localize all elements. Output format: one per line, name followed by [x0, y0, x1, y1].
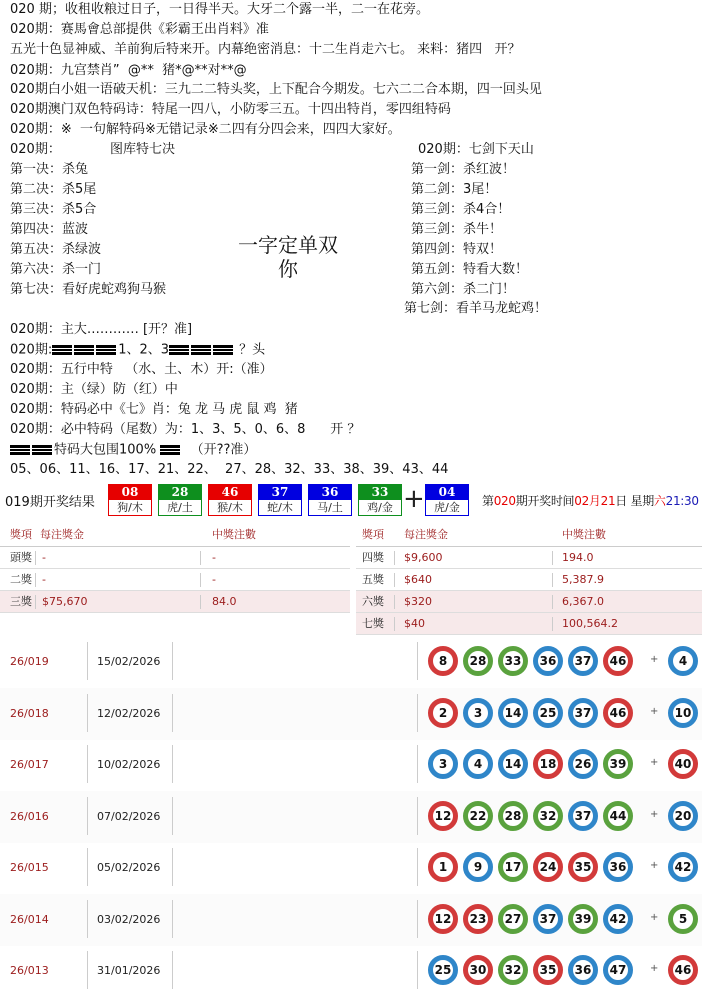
lottery-ball: 22	[463, 801, 493, 831]
prize-count: 100,564.2	[562, 617, 618, 630]
result-ball	[308, 484, 352, 516]
history-row	[0, 894, 702, 946]
history-period: 26/017	[10, 758, 49, 771]
prize-row	[356, 613, 702, 635]
history-date: 10/02/2026	[97, 758, 161, 771]
lottery-ball: 24	[533, 852, 563, 882]
lottery-ball: 8	[428, 646, 458, 676]
tip-surround	[10, 441, 256, 460]
last-draw-result	[0, 480, 702, 520]
lottery-ball: 28	[498, 801, 528, 831]
lottery-ball: 2	[428, 698, 458, 728]
lottery-ball: 39	[568, 904, 598, 934]
lottery-ball: 42	[603, 904, 633, 934]
left-block-item: 第三决：杀5合	[10, 202, 97, 217]
center-line-1: 一字定单双	[238, 233, 338, 257]
prize-name: 二獎	[10, 573, 32, 586]
lottery-ball: 9	[463, 852, 493, 882]
tip-main-big: 020期：主大………… [开？准]	[10, 322, 193, 337]
result-zodiac: 狗/木	[109, 500, 151, 515]
tip-tail: 020期：必中特码（尾数）为：1、3、5、0、6、8 开 ？	[10, 422, 361, 437]
right-block-item: 第六剑：杀二门！	[411, 282, 516, 297]
lottery-ball: 27	[498, 904, 528, 934]
forecast-line: 020 期；收租收粮过日子，一日得半天。大牙二个露一半，二一在花旁。	[10, 2, 429, 17]
lottery-ball: 12	[428, 801, 458, 831]
left-block-period: 020期：	[10, 142, 61, 157]
tip-surround-suffix: （开??准）	[182, 442, 257, 458]
result-number: 04	[426, 485, 468, 500]
result-zodiac: 马/土	[309, 500, 351, 515]
left-block-item: 第六决：杀一门	[10, 262, 102, 277]
next-draw-weekday: 六	[653, 494, 666, 508]
bars-decoration-icon	[169, 341, 235, 359]
prize-amount: $75,670	[42, 595, 88, 608]
history-date: 05/02/2026	[97, 861, 161, 874]
center-line-2: 你	[278, 257, 298, 281]
bars-decoration-icon	[160, 441, 182, 459]
result-number: 08	[109, 485, 151, 500]
prize-name: 三獎	[10, 595, 32, 608]
col-header-prize: 獎項	[10, 528, 32, 541]
result-ball	[358, 484, 402, 516]
left-block-item: 第五决：杀绿波	[10, 242, 102, 257]
next-draw-mid: 期开奖时间	[515, 494, 575, 508]
left-block-item: 第四决：蓝波	[10, 222, 89, 237]
next-draw-time-value: 21:30	[665, 494, 699, 508]
tip-head-middle: 1、2、3	[118, 342, 170, 358]
result-ball	[158, 484, 202, 516]
tip-numbers: 05、06、11、16、17、21、22、 27、28、32、33、38、39、43、44	[10, 462, 449, 477]
right-block-item: 第五剑：特看大数！	[411, 262, 529, 277]
lottery-ball: 1	[428, 852, 458, 882]
lottery-ball: 32	[533, 801, 563, 831]
lottery-ball: 25	[533, 698, 563, 728]
prize-count: 84.0	[212, 595, 237, 608]
lottery-ball: 47	[603, 955, 633, 985]
plus-icon: +	[650, 654, 659, 665]
prize-count: 5,387.9	[562, 573, 604, 586]
tip-wuxing: 020期：五行中特 （水、土、木）开:（准）	[10, 362, 273, 377]
lottery-ball: 35	[568, 852, 598, 882]
lottery-ball: 3	[463, 698, 493, 728]
col-header-prize: 獎項	[362, 528, 384, 541]
special-ball: 46	[668, 955, 698, 985]
history-row	[0, 636, 702, 688]
prize-amount: $9,600	[404, 551, 443, 564]
lottery-ball: 14	[498, 749, 528, 779]
plus-icon: +	[650, 757, 659, 768]
forecast-line: 020期澳门双色特码诗：特尾一四八，小防零三五。十四出特肖，零四组特码	[10, 102, 451, 117]
result-zodiac: 蛇/木	[259, 500, 301, 515]
plus-icon: +	[650, 963, 659, 974]
prize-amount: $640	[404, 573, 432, 586]
history-row	[0, 791, 702, 843]
left-block-item: 第一决：杀兔	[10, 162, 89, 177]
left-block-item: 第七决：看好虎蛇鸡狗马猴	[10, 282, 167, 297]
col-header-amount: 每注獎金	[40, 528, 84, 541]
prize-row	[356, 569, 702, 591]
plus-icon: +	[650, 808, 659, 820]
lottery-ball: 46	[603, 698, 633, 728]
history-date: 15/02/2026	[97, 655, 161, 668]
right-block-item: 第七剑：看羊马龙蛇鸡！	[404, 301, 548, 316]
lottery-ball: 25	[428, 955, 458, 985]
bars-decoration-icon	[10, 441, 54, 459]
history-row	[0, 739, 702, 791]
special-ball: 4	[668, 646, 698, 676]
lottery-ball: 28	[463, 646, 493, 676]
forecast-line: 五光十色显神威、羊前狗后特来开。内幕绝密消息：十二生肖走六七。 来料：猪四 开？	[10, 42, 521, 57]
lottery-ball: 4	[463, 749, 493, 779]
prize-name: 六獎	[362, 595, 384, 608]
special-ball: 42	[668, 852, 698, 882]
prize-amount: $320	[404, 595, 432, 608]
plus-icon: +	[650, 705, 659, 717]
history-period: 26/014	[10, 912, 49, 926]
lottery-ball: 36	[568, 955, 598, 985]
forecast-line: 020期：九宫禁肖” @** 猪*@**对**@	[10, 63, 247, 78]
history-row	[0, 945, 702, 997]
lottery-ball: 37	[533, 904, 563, 934]
lottery-ball: 37	[568, 801, 598, 831]
history-period: 26/018	[10, 706, 49, 720]
prize-row	[0, 591, 350, 613]
lottery-ball: 17	[498, 852, 528, 882]
history-period: 26/015	[10, 861, 49, 874]
prize-amount: -	[42, 551, 46, 564]
result-number: 36	[309, 485, 351, 500]
forecast-line: 020期：赛馬會总部提供《彩霸王出肖料》准	[10, 22, 269, 37]
prize-name: 七獎	[362, 617, 384, 630]
next-draw-time	[482, 492, 699, 509]
right-block-item: 第三剑：杀4合！	[411, 202, 511, 217]
left-block-title: 图库特七决	[110, 142, 176, 157]
lottery-ball: 26	[568, 749, 598, 779]
result-number: 46	[209, 485, 251, 500]
history-row	[0, 688, 702, 740]
right-block-item: 第三剑：杀牛！	[411, 222, 503, 237]
prize-row	[0, 547, 350, 569]
prize-count: -	[212, 573, 216, 586]
result-number: 33	[359, 485, 401, 500]
next-draw-period: 020	[493, 494, 516, 508]
prize-name: 五獎	[362, 573, 384, 586]
next-draw-date: 02月21	[574, 494, 616, 508]
result-number: 28	[159, 485, 201, 500]
bars-decoration-icon	[52, 341, 118, 359]
tip-head	[10, 341, 265, 360]
center-odd-even-block	[228, 233, 348, 281]
special-ball: 5	[668, 904, 698, 934]
history-date: 31/01/2026	[97, 964, 161, 977]
result-zodiac: 猴/木	[209, 500, 251, 515]
lottery-ball: 37	[568, 646, 598, 676]
tip-zodiac: 020期：特码必中《七》肖：兔 龙 马 虎 鼠 鸡 猪	[10, 402, 298, 417]
prize-count: -	[212, 551, 216, 564]
tip-surround-label: 特码大包围100%	[54, 442, 157, 458]
lottery-ball: 32	[498, 955, 528, 985]
forecast-line: 020期：※ 一句解特码※无错记录※二四有分四会来，四四大家好。	[10, 122, 401, 137]
lottery-ball: 46	[603, 646, 633, 676]
last-result-label: 019期开奖结果	[5, 495, 95, 510]
lottery-ball: 39	[603, 749, 633, 779]
result-zodiac: 虎/金	[426, 500, 468, 515]
prize-row	[0, 569, 350, 591]
next-draw-prefix: 第	[482, 494, 494, 508]
left-block-item: 第二决：杀5尾	[10, 182, 97, 197]
prize-row	[356, 547, 702, 569]
history-period: 26/019	[10, 655, 49, 668]
next-draw-day-label: 日 星期	[615, 494, 654, 508]
result-special-ball	[425, 484, 469, 516]
history-date: 07/02/2026	[97, 809, 161, 823]
prize-name: 四獎	[362, 551, 384, 564]
history-period: 26/016	[10, 809, 49, 823]
result-number: 37	[259, 485, 301, 500]
prize-row	[356, 591, 702, 613]
tip-head-suffix: ？头	[235, 342, 266, 358]
prize-amount: $40	[404, 617, 425, 630]
right-block-item: 第二剑：3尾！	[411, 182, 498, 197]
col-header-count: 中獎注數	[212, 528, 256, 541]
prize-count: 6,367.0	[562, 595, 604, 608]
result-ball	[108, 484, 152, 516]
result-ball	[208, 484, 252, 516]
tip-color: 020期：主（绿）防（红）中	[10, 382, 178, 397]
result-ball	[258, 484, 302, 516]
lottery-ball: 33	[498, 646, 528, 676]
special-ball: 40	[668, 749, 698, 779]
special-ball: 20	[668, 801, 698, 831]
result-zodiac: 虎/土	[159, 500, 201, 515]
col-header-count: 中獎注數	[562, 528, 606, 541]
lottery-ball: 36	[603, 852, 633, 882]
prize-count: 194.0	[562, 551, 594, 564]
lottery-ball: 44	[603, 801, 633, 831]
plus-icon: +	[403, 484, 425, 514]
lottery-ball: 14	[498, 698, 528, 728]
history-date: 03/02/2026	[97, 912, 161, 926]
right-block-item: 第四剑：特双！	[411, 242, 503, 257]
lottery-ball: 12	[428, 904, 458, 934]
lottery-ball: 36	[533, 646, 563, 676]
forecast-line: 020期白小姐一语破天机：三九二二特头奖，上下配合今期发。七六二二合本期，四一回头见	[10, 82, 542, 97]
history-period: 26/013	[10, 964, 49, 977]
prize-amount: -	[42, 573, 46, 586]
lottery-ball: 35	[533, 955, 563, 985]
lottery-ball: 23	[463, 904, 493, 934]
result-zodiac: 鸡/金	[359, 500, 401, 515]
right-block-item: 第一剑：杀红波！	[411, 162, 516, 177]
col-header-amount: 每注獎金	[404, 528, 448, 541]
special-ball: 10	[668, 698, 698, 728]
right-block-title: 020期：七剑下天山	[418, 142, 534, 157]
lottery-ball: 3	[428, 749, 458, 779]
history-row	[0, 842, 702, 894]
history-date: 12/02/2026	[97, 706, 161, 720]
lottery-ball: 30	[463, 955, 493, 985]
plus-icon: +	[650, 911, 659, 923]
tip-head-prefix: 020期:	[10, 342, 53, 358]
prize-name: 頭獎	[10, 551, 32, 564]
lottery-ball: 18	[533, 749, 563, 779]
plus-icon: +	[650, 860, 659, 871]
lottery-ball: 37	[568, 698, 598, 728]
